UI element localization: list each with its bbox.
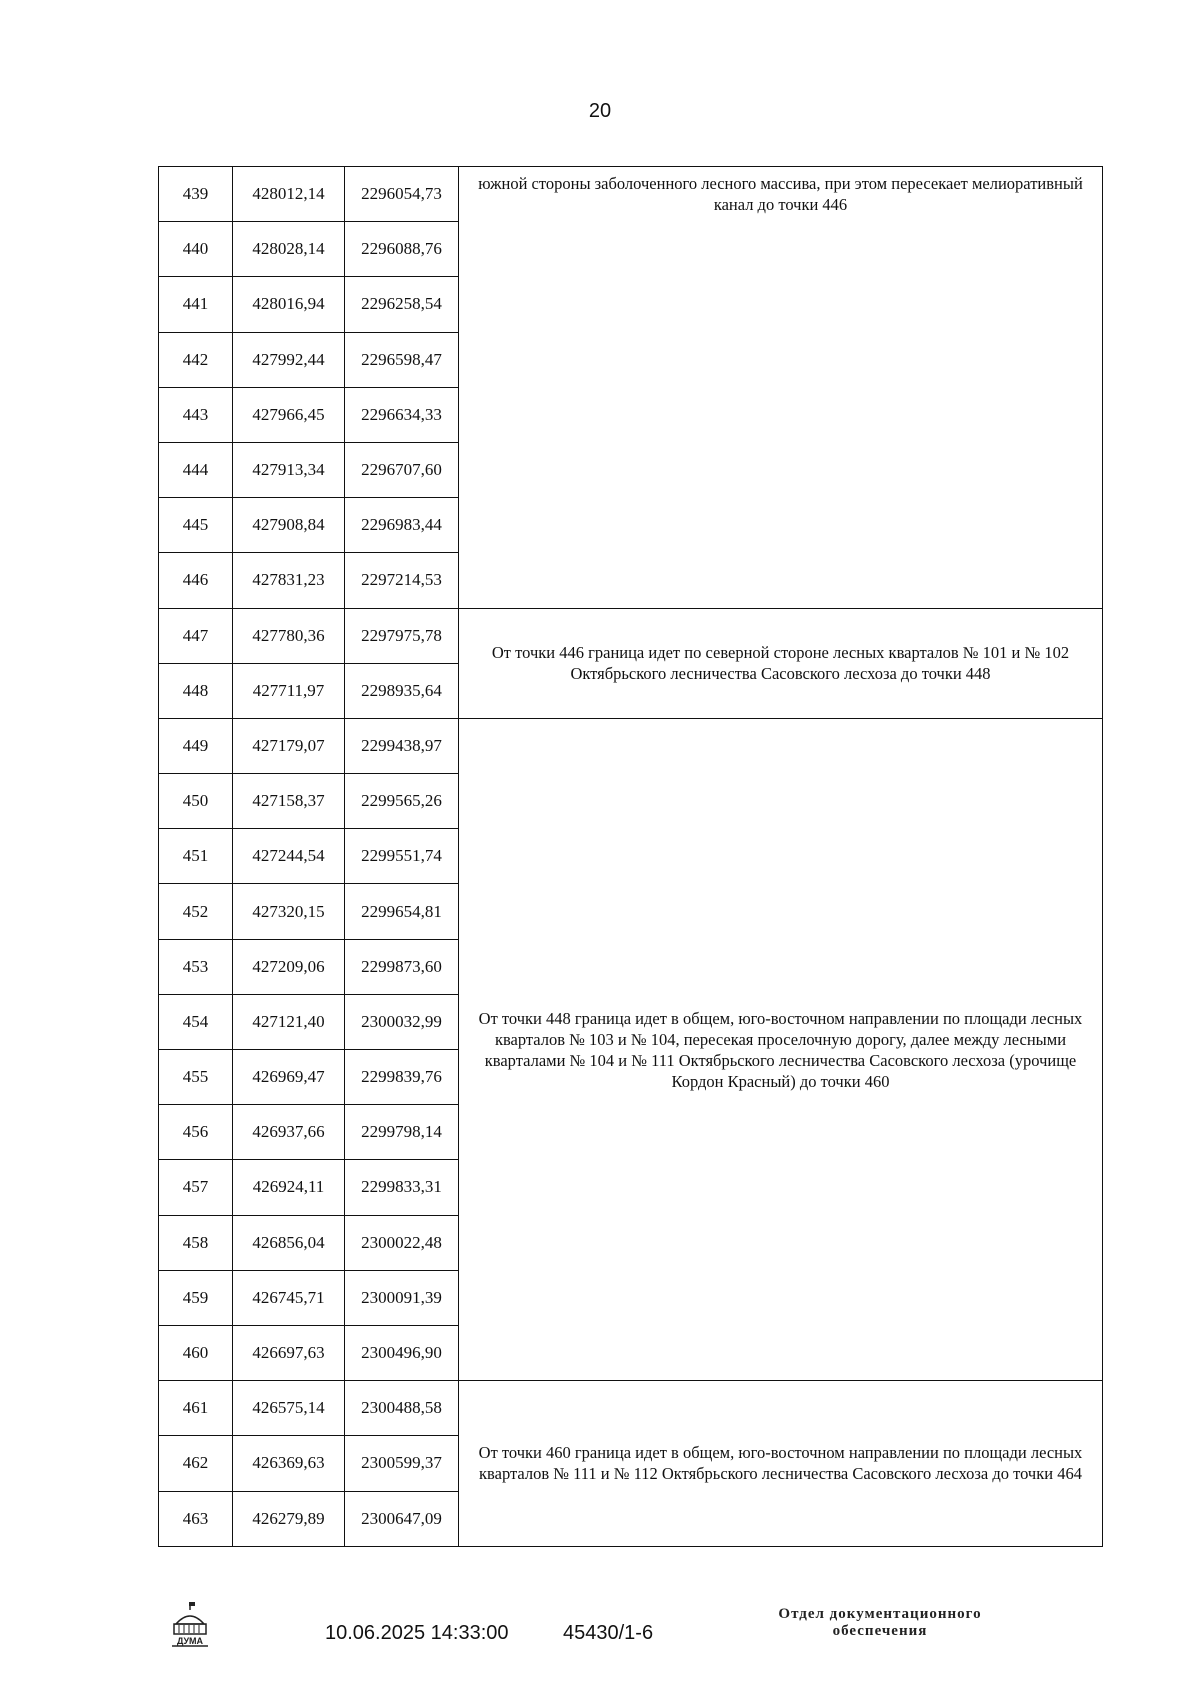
coord-y: 2300496,90 — [345, 1325, 459, 1380]
coord-x: 426856,04 — [233, 1215, 345, 1270]
point-number: 444 — [159, 442, 233, 497]
boundary-description: южной стороны заболоченного лесного массива, при этом пересекает мелиоративный канал до точки 446 — [459, 167, 1103, 609]
coord-y: 2299873,60 — [345, 939, 459, 994]
point-number: 445 — [159, 498, 233, 553]
coord-y: 2296598,47 — [345, 332, 459, 387]
coord-y: 2300599,37 — [345, 1436, 459, 1491]
point-number: 458 — [159, 1215, 233, 1270]
boundary-description: От точки 448 граница идет в общем, юго-восточном направлении по площади лесных кварталов № 103 и № 104, пересекая проселочную дорогу, далее между лесными кварталами № 104 и № 111 Октябрьского лесничества Сасовского лесхоза (урочище Кордон Красный) до точки 460 — [459, 718, 1103, 1380]
coord-x: 426937,66 — [233, 1105, 345, 1160]
coord-x: 427711,97 — [233, 663, 345, 718]
coord-x: 427244,54 — [233, 829, 345, 884]
coord-y: 2296088,76 — [345, 222, 459, 277]
point-number: 456 — [159, 1105, 233, 1160]
coord-x: 426369,63 — [233, 1436, 345, 1491]
coord-x: 427121,40 — [233, 994, 345, 1049]
point-number: 460 — [159, 1325, 233, 1380]
coord-y: 2297214,53 — [345, 553, 459, 608]
point-number: 439 — [159, 167, 233, 222]
table-row — [159, 1381, 1103, 1436]
table-row — [159, 167, 1103, 222]
coord-y: 2296054,73 — [345, 167, 459, 222]
coord-y: 2299833,31 — [345, 1160, 459, 1215]
coord-y: 2299654,81 — [345, 884, 459, 939]
point-number: 449 — [159, 718, 233, 773]
point-number: 453 — [159, 939, 233, 994]
point-number: 443 — [159, 387, 233, 442]
point-number: 461 — [159, 1381, 233, 1436]
coord-y: 2299438,97 — [345, 718, 459, 773]
coord-x: 426924,11 — [233, 1160, 345, 1215]
coord-x: 427913,34 — [233, 442, 345, 497]
coord-y: 2296634,33 — [345, 387, 459, 442]
point-number: 455 — [159, 1050, 233, 1105]
table-row — [159, 718, 1103, 773]
point-number: 452 — [159, 884, 233, 939]
point-number: 448 — [159, 663, 233, 718]
point-number: 463 — [159, 1491, 233, 1546]
point-number: 454 — [159, 994, 233, 1049]
page-number: 20 — [588, 100, 612, 122]
coord-y: 2300488,58 — [345, 1381, 459, 1436]
point-number: 447 — [159, 608, 233, 663]
coord-y: 2299551,74 — [345, 829, 459, 884]
coord-y: 2297975,78 — [345, 608, 459, 663]
coord-x: 428012,14 — [233, 167, 345, 222]
table-row — [159, 608, 1103, 663]
boundary-description: От точки 460 граница идет в общем, юго-восточном направлении по площади лесных кварталов № 111 и № 112 Октябрьского лесничества Сасовского лесхоза до точки 464 — [459, 1381, 1103, 1547]
coord-x: 428028,14 — [233, 222, 345, 277]
coord-y: 2299565,26 — [345, 774, 459, 829]
coord-x: 427209,06 — [233, 939, 345, 994]
coord-x: 427831,23 — [233, 553, 345, 608]
point-number: 442 — [159, 332, 233, 387]
coord-x: 426969,47 — [233, 1050, 345, 1105]
coord-y: 2299839,76 — [345, 1050, 459, 1105]
point-number: 462 — [159, 1436, 233, 1491]
department-stamp — [735, 1606, 1025, 1640]
stamp-line: Отдел документационного — [778, 1606, 982, 1622]
duma-emblem-icon — [168, 1600, 212, 1648]
coord-y: 2296983,44 — [345, 498, 459, 553]
coord-y: 2296258,54 — [345, 277, 459, 332]
coord-x: 426575,14 — [233, 1381, 345, 1436]
stamp-line: обеспечения — [832, 1623, 928, 1639]
duma-logo — [168, 1600, 212, 1648]
coord-x: 427179,07 — [233, 718, 345, 773]
coord-y: 2296707,60 — [345, 442, 459, 497]
boundary-description: От точки 446 граница идет по северной стороне лесных кварталов № 101 и № 102 Октябрьского лесничества Сасовского лесхоза до точки 448 — [459, 608, 1103, 718]
point-number: 440 — [159, 222, 233, 277]
coord-y: 2300091,39 — [345, 1270, 459, 1325]
coord-x: 428016,94 — [233, 277, 345, 332]
coord-x: 427780,36 — [233, 608, 345, 663]
point-number: 446 — [159, 553, 233, 608]
coord-x: 426745,71 — [233, 1270, 345, 1325]
coord-y: 2300022,48 — [345, 1215, 459, 1270]
point-number: 441 — [159, 277, 233, 332]
point-number: 459 — [159, 1270, 233, 1325]
coordinates-table — [158, 166, 1103, 1547]
coord-x: 427158,37 — [233, 774, 345, 829]
coord-x: 427966,45 — [233, 387, 345, 442]
coord-y: 2299798,14 — [345, 1105, 459, 1160]
coord-x: 426697,63 — [233, 1325, 345, 1380]
coord-x: 426279,89 — [233, 1491, 345, 1546]
logo-text: ДУМА — [176, 1636, 204, 1646]
coord-y: 2300032,99 — [345, 994, 459, 1049]
coord-x: 427908,84 — [233, 498, 345, 553]
point-number: 457 — [159, 1160, 233, 1215]
document-number: 45430/1-6 — [563, 1622, 654, 1644]
point-number: 450 — [159, 774, 233, 829]
coord-x: 427320,15 — [233, 884, 345, 939]
coord-x: 427992,44 — [233, 332, 345, 387]
coord-y: 2298935,64 — [345, 663, 459, 718]
point-number: 451 — [159, 829, 233, 884]
timestamp: 10.06.2025 14:33:00 — [325, 1622, 509, 1644]
coord-y: 2300647,09 — [345, 1491, 459, 1546]
